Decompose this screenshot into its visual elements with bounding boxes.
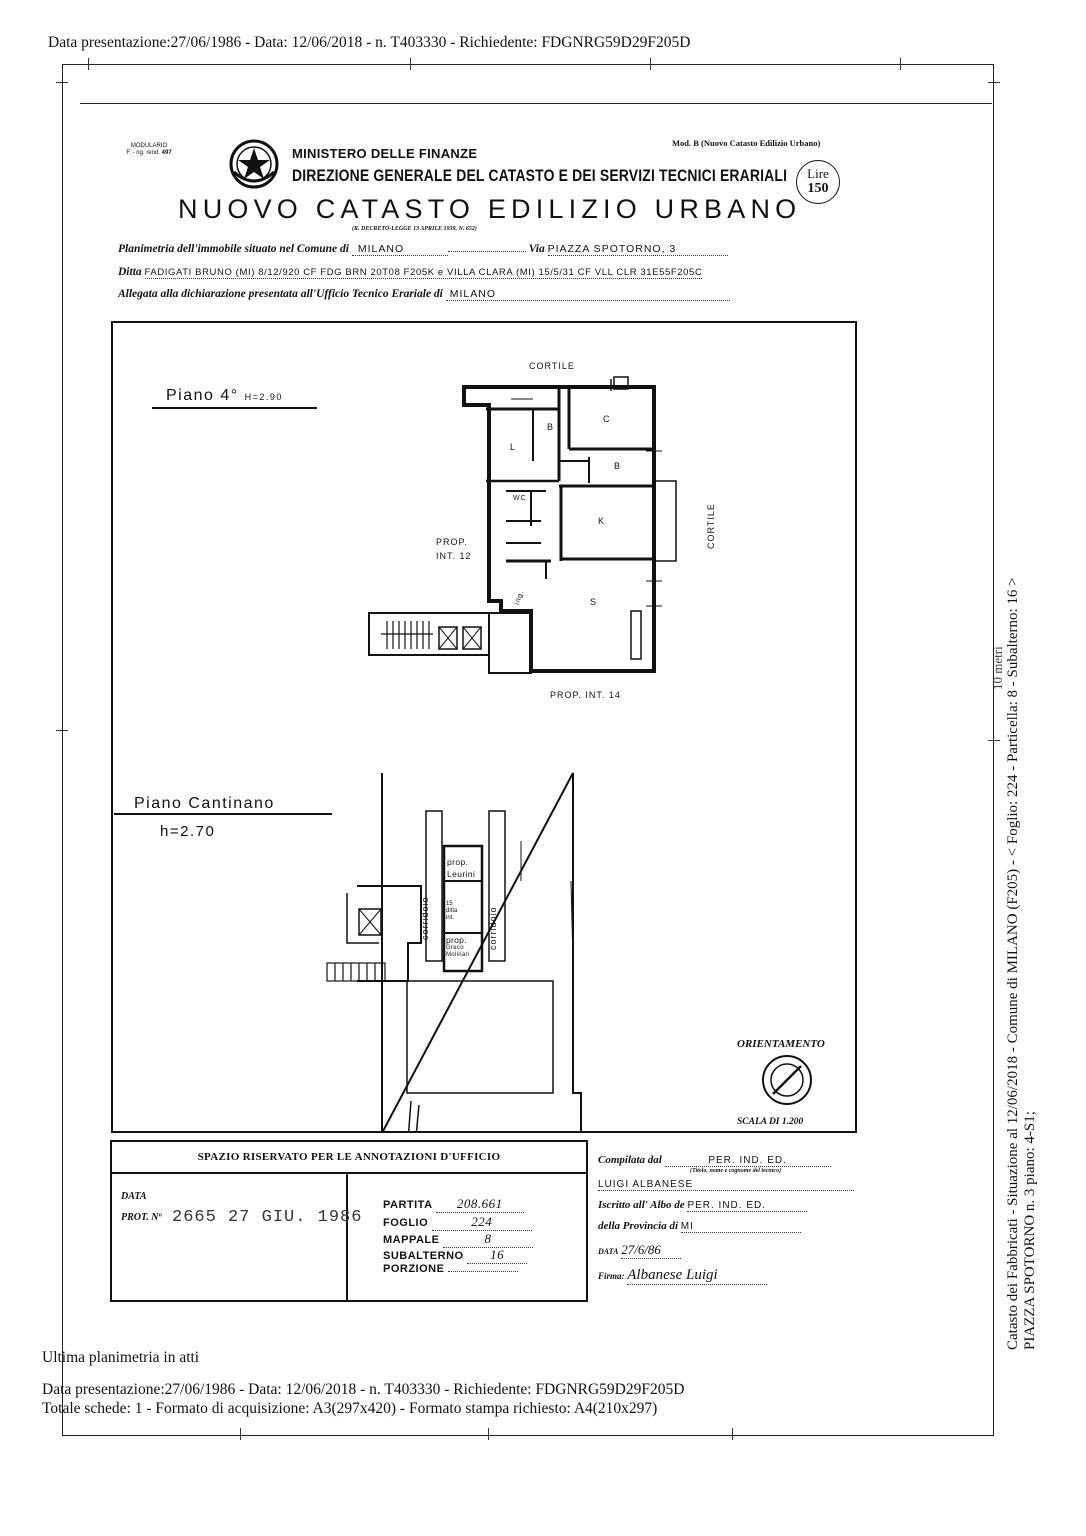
- prop-greco-3: Molinari: [446, 952, 470, 958]
- modulario-ref: F. - rig. rend.: [126, 150, 160, 156]
- prop-leurini-label: [447, 856, 475, 880]
- allegata-line: [118, 288, 730, 301]
- footer-line2: Totale schede: 1 - Formato di acquisizione: A3(297x420) - Formato stampa richiesto: A4(210x297): [42, 1400, 658, 1417]
- ultima-planimetria: Ultima planimetria in atti: [42, 1349, 200, 1366]
- annot-prot-stamp: 2665 27 GIU. 1986: [172, 1208, 363, 1227]
- compilata-note: (Titolo, nome e cognome del tecnico): [690, 1168, 782, 1174]
- tick: [88, 58, 89, 70]
- mappale-row: [383, 1231, 533, 1248]
- compilata-row: [598, 1154, 831, 1167]
- ingresso-label: ing.: [513, 589, 526, 606]
- tick: [488, 1428, 489, 1440]
- tick: [56, 730, 68, 731]
- piano4-height: H=2.90: [244, 392, 283, 402]
- prop-int12-line1: PROP.: [436, 537, 468, 547]
- piano4-underline: [152, 407, 317, 409]
- lire-value: 150: [807, 181, 829, 196]
- decreto-note: (R. DECRETO-LEGGE 13 APRILE 1939, N. 652): [352, 226, 477, 232]
- cortile-top-label: CORTILE: [529, 361, 575, 371]
- provincia-row: [598, 1220, 801, 1233]
- foglio-row: [383, 1214, 532, 1231]
- subalterno-label: SUBALTERNO: [383, 1250, 464, 1262]
- corridoio-right-label: corridoio: [488, 906, 498, 950]
- frame-right-rule: [993, 64, 994, 1436]
- mod-b-label: Mod. B (Nuovo Catasto Edilizio Urbano): [672, 138, 821, 148]
- corridoio-left-label: corridoio: [420, 896, 430, 940]
- porzione-row: [383, 1263, 518, 1275]
- tecnico-name: LUIGI ALBANESE: [598, 1179, 854, 1191]
- room-wc: WC: [513, 495, 527, 502]
- prop-int14-label: PROP. INT. 14: [550, 690, 621, 700]
- via-value: PIAZZA SPOTORNO, 3: [548, 243, 728, 256]
- modulario-label: MODULARIO: [130, 143, 168, 149]
- frame-left-rule: [62, 64, 63, 1436]
- tick: [988, 82, 1000, 83]
- orientamento-label: ORIENTAMENTO: [737, 1038, 825, 1050]
- mappale-value: 8: [443, 1231, 533, 1248]
- frame-bottom-rule: [62, 1435, 994, 1436]
- inner-top-rule: [80, 103, 992, 104]
- prop-greco-1: prop.: [446, 935, 467, 945]
- prop-leurini-2: Leurini: [447, 869, 476, 879]
- floor-plan-drawing: [111, 321, 857, 1133]
- modulario-box: [112, 143, 186, 157]
- annot-data-label: DATA: [121, 1191, 147, 1202]
- comune-value: MILANO: [352, 243, 448, 256]
- subalterno-value: 16: [467, 1247, 527, 1264]
- prop-greco-2: Greco: [446, 945, 464, 951]
- porzione-label: PORZIONE: [383, 1263, 445, 1275]
- partita-row: [383, 1196, 524, 1213]
- room-k: K: [598, 516, 606, 526]
- ruler-label: 10 metri: [990, 646, 1005, 690]
- direzione-title: DIREZIONE GENERALE DEL CATASTO E DEI SERVIZI TECNICI ERARIALI: [292, 166, 788, 185]
- scala-label: SCALA DI 1.200: [737, 1117, 804, 1127]
- provincia-value: MI: [681, 1221, 801, 1233]
- compilata-data-value: 27/6/86: [621, 1242, 681, 1259]
- compilata-data-label: DATA: [598, 1247, 619, 1256]
- cella-num: 15: [446, 901, 453, 907]
- provincia-label: della Provincia di: [598, 1220, 679, 1232]
- room-l: L: [510, 442, 517, 452]
- iscritto-label: Iscritto all' Albo de: [598, 1199, 685, 1211]
- ditta-label: Ditta: [118, 266, 142, 278]
- compilata-value: PER. IND. ED.: [665, 1155, 831, 1167]
- lire-stamp: [796, 160, 840, 204]
- annot-prot-label: PROT. Nº: [121, 1212, 162, 1223]
- partita-label: PARTITA: [383, 1199, 433, 1211]
- firma-label: Firma:: [598, 1271, 625, 1281]
- tick: [240, 1428, 241, 1440]
- cantinato-label: Piano Cantinano: [134, 795, 275, 812]
- prop-greco-label: [446, 935, 469, 959]
- subalterno-row: [383, 1247, 527, 1264]
- ministero-title: MINISTERO DELLE FINANZE: [292, 146, 478, 161]
- cella-label: [446, 901, 457, 922]
- cortile-right-label: CORTILE: [706, 503, 716, 549]
- tick: [732, 1428, 733, 1440]
- tick: [650, 58, 651, 70]
- data-row: [598, 1242, 681, 1259]
- allegata-label: Allegata alla dichiarazione presentata all'Ufficio Tecnico Erariale di: [118, 288, 443, 300]
- lire-label: Lire: [807, 166, 829, 181]
- compilata-label: Compilata dal: [598, 1154, 662, 1166]
- foglio-label: FOGLIO: [383, 1217, 429, 1229]
- room-s: S: [590, 597, 598, 607]
- via-label: Via: [528, 243, 545, 255]
- firma-signature: Albanese Luigi: [627, 1267, 767, 1285]
- ufficio-value: MILANO: [446, 288, 730, 301]
- planimetria-line: [118, 243, 728, 256]
- tecnico-row: [598, 1178, 854, 1191]
- italian-republic-emblem-icon: [228, 138, 280, 190]
- iscritto-value: PER. IND. ED.: [687, 1200, 807, 1212]
- prop-int12-label: [436, 535, 472, 563]
- room-b1: B: [547, 422, 555, 432]
- tick: [900, 58, 901, 70]
- tick: [410, 58, 411, 70]
- mappale-label: MAPPALE: [383, 1234, 440, 1246]
- side-line2: PIAZZA SPOTORNO n. 3 piano: 4-S1;: [1022, 1111, 1038, 1350]
- room-c: C: [603, 414, 611, 424]
- prop-leurini-1: prop.: [447, 857, 469, 867]
- frame-top-rule: [62, 64, 994, 65]
- tick: [988, 740, 1000, 741]
- piano4-label: [166, 387, 283, 405]
- cella-ditta: ditta: [446, 908, 458, 914]
- header-line: Data presentazione:27/06/1986 - Data: 12/06/2018 - n. T403330 - Richiedente: FDGNRG59D29F205D: [48, 34, 691, 51]
- prop-int12-line2: INT. 12: [436, 551, 472, 561]
- cantinato-underline: [114, 813, 332, 815]
- iscritto-row: [598, 1199, 807, 1212]
- annotazioni-title: SPAZIO RISERVATO PER LE ANNOTAZIONI D'UFFICIO: [110, 1140, 588, 1174]
- piano4-text: Piano 4°: [166, 387, 239, 404]
- ditta-value: FADIGATI BRUNO (MI) 8/12/920 CF FDG BRN 20T08 F205K e VILLA CLARA (MI) 15/5/31 CF VLL CLR 31E55F205C: [144, 267, 703, 278]
- cantinato-height: h=2.70: [160, 823, 216, 840]
- side-line1: Catasto dei Fabbricati - Situazione al 12/06/2018 - Comune di MILANO (F205) - < Foglio: 224 - Particella: 8 - Subalterno: 16 >: [1005, 577, 1021, 1350]
- cella-int: int.: [446, 915, 455, 921]
- planimetria-label: Planimetria dell'immobile situato nel Comune di: [118, 243, 349, 255]
- firma-row: [598, 1267, 767, 1285]
- nceu-title: NUOVO CATASTO EDILIZIO URBANO: [178, 194, 802, 224]
- room-b2: B: [614, 461, 622, 471]
- ditta-line: [118, 266, 702, 279]
- modulario-num: 497: [161, 150, 172, 156]
- tick: [56, 82, 68, 83]
- footer-line1: Data presentazione:27/06/1986 - Data: 12/06/2018 - n. T403330 - Richiedente: FDGNRG59D29F205D: [42, 1381, 685, 1398]
- foglio-value: 224: [432, 1214, 532, 1231]
- partita-value: 208.661: [436, 1196, 524, 1213]
